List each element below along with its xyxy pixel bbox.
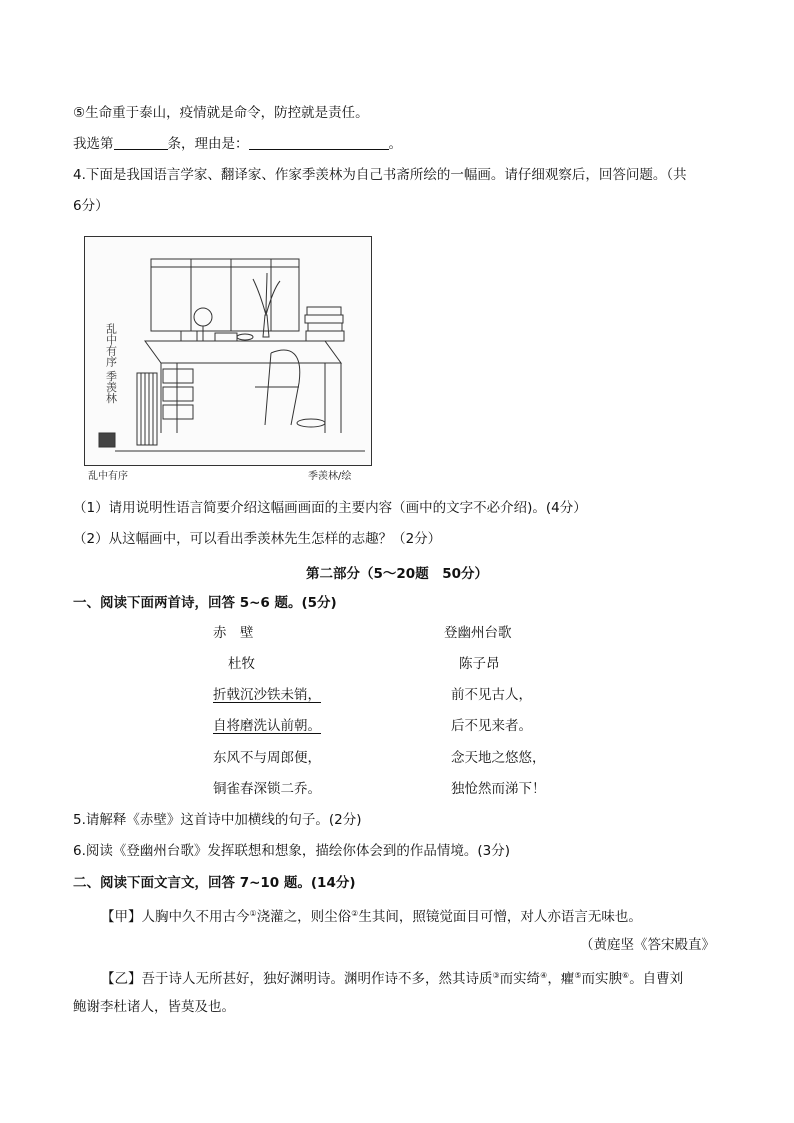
poem-1-title: 赤 壁 bbox=[213, 625, 254, 641]
poem-1-line-4: 铜雀春深锁二乔。 bbox=[213, 781, 321, 797]
study-sketch-image bbox=[84, 236, 372, 466]
choice-reason-blank[interactable] bbox=[249, 135, 389, 150]
passage-jia-part-1: 【甲】人胸中久不用古今 bbox=[101, 909, 250, 925]
passage-jia-part-3: 生其间，照镜觉面目可憎，对人亦语言无味也。 bbox=[358, 909, 642, 925]
poem-1-author: 杜牧 bbox=[228, 656, 255, 672]
question-4-line2: 6分） bbox=[73, 198, 109, 214]
section-2-heading: 二、阅读下面文言文，回答 7~10 题。(14分) bbox=[73, 875, 356, 891]
footnote-marker-1: ① bbox=[249, 909, 257, 918]
potted-plant bbox=[253, 273, 280, 315]
passage-yi-part-3: ，癯 bbox=[547, 971, 575, 987]
chair bbox=[255, 350, 300, 425]
window-frame bbox=[151, 259, 299, 331]
question-6: 6.阅读《登幽州台歌》发挥联想和想象，描绘你体会到的作品情境。(3分) bbox=[73, 843, 511, 859]
footnote-marker-6: ⑥ bbox=[622, 971, 630, 980]
choice-number-blank[interactable] bbox=[114, 135, 168, 150]
part-2-heading: 第二部分（5～20题 50分） bbox=[306, 566, 488, 582]
poem-2-title: 登幽州台歌 bbox=[444, 625, 512, 641]
left-bookshelf bbox=[137, 373, 157, 445]
poem-1-line-2: 自将磨洗认前朝。 bbox=[213, 718, 321, 734]
passage-yi-part-5: 。自曹刘 bbox=[629, 971, 684, 987]
sub-question-2: （2）从这幅画中，可以看出季羡林先生怎样的志趣？（2分） bbox=[73, 531, 442, 547]
choice-line bbox=[73, 135, 402, 153]
passage-yi-part-2: 而实绮 bbox=[499, 971, 541, 987]
footnote-marker-4: ④ bbox=[540, 971, 548, 980]
passage-yi-line-1 bbox=[101, 967, 683, 988]
image-caption-right: 季羡林/绘 bbox=[308, 471, 352, 482]
sketch-drawing bbox=[85, 237, 371, 465]
passage-yi-part-1: 【乙】吾于诗人无所甚好，独好渊明诗。渊明作诗不多，然其诗质 bbox=[101, 971, 493, 987]
choice-reason-label: 条，理由是： bbox=[167, 136, 249, 152]
poem-2-author: 陈子昂 bbox=[459, 656, 500, 672]
poem-2-line-1: 前不见古人， bbox=[451, 687, 532, 703]
choice-prefix: 我选第 bbox=[73, 136, 114, 152]
passage-jia bbox=[101, 905, 642, 926]
poem-2-line-4: 独怆然而涕下！ bbox=[451, 781, 546, 797]
footnote-marker-5: ⑤ bbox=[574, 971, 582, 980]
section-1-heading: 一、阅读下面两首诗，回答 5~6 题。(5分) bbox=[73, 595, 337, 611]
globe-lamp bbox=[194, 308, 212, 326]
poem-2-line-3: 念天地之悠悠， bbox=[451, 750, 546, 766]
poem-1-line-1: 折戟沉沙铁未销， bbox=[213, 687, 321, 703]
passage-jia-source: （黄庭坚《答宋殿直》 bbox=[580, 937, 715, 953]
poem-1-line-3: 东风不与周郎便， bbox=[213, 750, 321, 766]
footnote-marker-3: ③ bbox=[492, 971, 500, 980]
passage-yi-part-4: 而实腴 bbox=[581, 971, 623, 987]
item-5: ⑤生命重于泰山，疫情就是命令，防控就是责任。 bbox=[73, 105, 369, 121]
passage-jia-part-2: 浇灌之，则尘俗 bbox=[256, 909, 352, 925]
question-4-line1: 4.下面是我国语言学家、翻译家、作家季羡林为自己书斋所绘的一幅画。请仔细观察后，回答问题。（共 bbox=[73, 167, 687, 183]
seal-stamp bbox=[99, 433, 115, 447]
passage-yi-line-2: 鲍谢李杜诸人，皆莫及也。 bbox=[73, 999, 235, 1015]
poem-2-line-2: 后不见来者。 bbox=[451, 718, 532, 734]
sketch-side-inscription: 乱中有序 季羡林 bbox=[104, 323, 118, 404]
question-5: 5.请解释《赤壁》这首诗中加横线的句子。(2分) bbox=[73, 812, 362, 828]
choice-end: 。 bbox=[388, 136, 402, 152]
desk-top bbox=[145, 341, 341, 363]
book-stack bbox=[307, 307, 341, 315]
image-caption-left: 乱中有序 bbox=[88, 471, 128, 482]
sub-question-1: （1）请用说明性语言简要介绍这幅画画面的主要内容（画中的文字不必介绍)。(4分） bbox=[73, 500, 587, 516]
footnote-marker-2: ② bbox=[351, 909, 359, 918]
